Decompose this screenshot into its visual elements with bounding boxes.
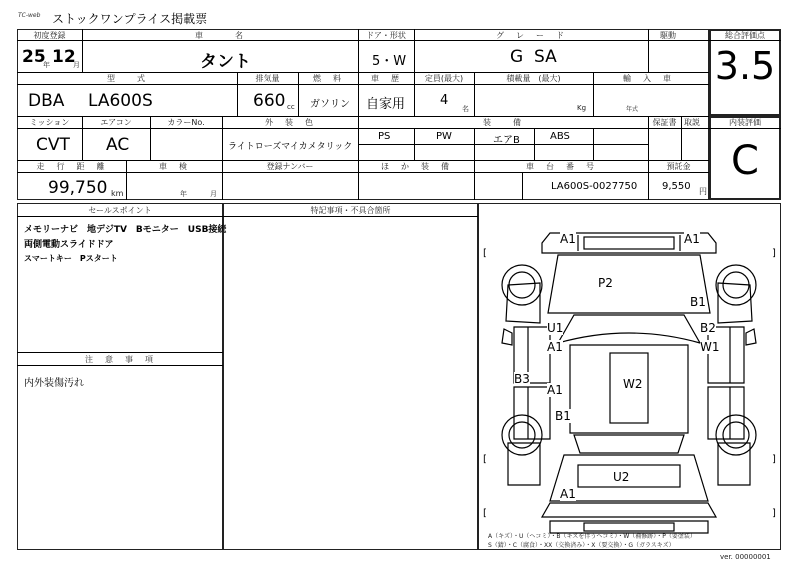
door-shape: 5・W bbox=[372, 54, 407, 69]
model: LA600S bbox=[88, 91, 153, 111]
equip-pw: PW bbox=[436, 131, 452, 142]
label-import: 輸 入 車 bbox=[623, 74, 673, 83]
aircon: AC bbox=[106, 135, 130, 155]
damage-mark: U2 bbox=[613, 470, 630, 484]
label-exterior-color: 外 装 色 bbox=[265, 118, 315, 127]
exterior-color: ライトローズマイカメタリック bbox=[228, 142, 353, 152]
label-first-reg: 初度登録 bbox=[33, 31, 66, 40]
sales-point-1: メモリーナビ 地デジTV Bモニター USB接続 bbox=[24, 225, 227, 235]
damage-mark: A1 bbox=[547, 383, 563, 397]
reg-year: 25 bbox=[22, 47, 46, 67]
caution-text: 内外装傷汚れ bbox=[24, 378, 84, 389]
label-load: 積載量 (最大) bbox=[506, 74, 561, 83]
damage-mark: B2 bbox=[700, 321, 716, 335]
label-other-equipment: ほ か 装 備 bbox=[381, 162, 451, 171]
label-grade: グ レ ー ド bbox=[496, 31, 566, 40]
label-history: 車 歴 bbox=[371, 74, 401, 83]
sales-point-3: スマートキー Pスタート bbox=[24, 254, 118, 263]
fuel: ガソリン bbox=[310, 99, 350, 110]
model-prefix: DBA bbox=[28, 91, 65, 111]
reg-month: 12 bbox=[52, 47, 76, 67]
label-mileage: 走 行 距 離 bbox=[36, 162, 107, 171]
label-model: 型 式 bbox=[107, 74, 147, 83]
label-reg-number: 登録ナンバー bbox=[266, 162, 314, 171]
bracket: ] bbox=[772, 508, 776, 519]
equip-ps: PS bbox=[378, 131, 391, 142]
reg-month-unit: 月 bbox=[73, 61, 80, 69]
bracket: [ bbox=[483, 508, 487, 519]
label-deposit: 預託金 bbox=[666, 162, 691, 171]
insp-month-unit: 月 bbox=[210, 190, 217, 198]
damage-mark: W2 bbox=[623, 377, 643, 391]
displacement: 660 bbox=[253, 91, 286, 111]
interior-score: C bbox=[731, 138, 759, 184]
damage-mark: W1 bbox=[700, 340, 720, 354]
chassis-no: LA600S-0027750 bbox=[551, 181, 638, 192]
equip-abs: ABS bbox=[550, 131, 570, 142]
label-inspection: 車 検 bbox=[159, 162, 189, 171]
car-name: タント bbox=[200, 52, 251, 72]
label-fuel: 燃 料 bbox=[313, 74, 343, 83]
bracket: [ bbox=[483, 454, 487, 465]
reg-year-unit: 年 bbox=[43, 61, 50, 69]
label-capacity: 定員(最大) bbox=[424, 74, 464, 83]
damage-mark: B3 bbox=[514, 372, 530, 386]
label-interior-score: 内装評価 bbox=[729, 118, 761, 127]
label-color-no: カラーNo. bbox=[167, 118, 205, 127]
grade: G SA bbox=[510, 47, 557, 67]
overall-score: 3.5 bbox=[714, 44, 776, 88]
damage-mark: U1 bbox=[547, 321, 564, 335]
label-aircon: エアコン bbox=[100, 118, 132, 127]
label-manual: 取説 bbox=[684, 118, 700, 127]
sales-point-2: 両側電動スライドドア bbox=[24, 240, 114, 250]
damage-mark: B1 bbox=[555, 409, 571, 423]
insp-year-unit: 年 bbox=[180, 190, 187, 198]
mission: CVT bbox=[36, 135, 70, 155]
mileage: 99,750 bbox=[48, 178, 108, 198]
capacity: 4 bbox=[440, 93, 449, 108]
sheet-title: ストックワンプライス掲載票 bbox=[52, 12, 208, 26]
info-grid bbox=[17, 29, 709, 200]
label-special-notes: 特記事項・不具合箇所 bbox=[310, 206, 391, 215]
damage-mark: B1 bbox=[690, 295, 706, 309]
damage-mark: A1 bbox=[547, 340, 563, 354]
bracket: ] bbox=[772, 454, 776, 465]
history: 自家用 bbox=[366, 97, 406, 112]
displacement-unit: cc bbox=[287, 103, 295, 111]
import-year-unit: 年式 bbox=[626, 106, 639, 113]
label-mission: ミッション bbox=[29, 118, 70, 127]
damage-mark: P2 bbox=[598, 276, 613, 290]
label-overall-score: 総合評価点 bbox=[725, 31, 765, 40]
bracket: [ bbox=[483, 248, 487, 259]
mileage-unit: km bbox=[111, 189, 124, 198]
damage-mark: A1 bbox=[560, 487, 576, 501]
deposit-unit: 円 bbox=[699, 187, 707, 196]
damage-mark: A1 bbox=[684, 232, 700, 246]
label-car-name: 車 名 bbox=[195, 31, 245, 40]
version: ver. 00000001 bbox=[720, 553, 771, 561]
label-drive: 駆動 bbox=[660, 31, 676, 40]
load-unit: Kg bbox=[577, 104, 587, 112]
label-door: ドア・形状 bbox=[366, 31, 406, 40]
label-displacement: 排気量 bbox=[255, 74, 280, 83]
label-sales-point: セールスポイント bbox=[88, 206, 152, 215]
special-notes-box bbox=[223, 203, 478, 550]
capacity-unit: 名 bbox=[462, 105, 469, 113]
deposit: 9,550 bbox=[662, 181, 691, 192]
legend-line-2: S（錆）・C（腐食）・XX（交換済み）・X（要交換）・G（ガラスキズ） bbox=[488, 542, 675, 549]
bracket: ] bbox=[772, 248, 776, 259]
label-caution: 注 意 事 項 bbox=[85, 355, 155, 364]
legend-line-1: A（キズ）・U（ヘコミ）・B（キズを伴うヘコミ）・W（補修跡）・P（要塗装） bbox=[488, 533, 696, 540]
logo: TC-web bbox=[18, 12, 41, 19]
damage-mark: A1 bbox=[560, 232, 576, 246]
equip-airbag: エアB bbox=[493, 135, 520, 146]
label-equipment: 装 備 bbox=[483, 118, 523, 127]
label-warranty: 保証書 bbox=[652, 118, 677, 127]
label-chassis-no: 車 台 番 号 bbox=[526, 162, 596, 171]
